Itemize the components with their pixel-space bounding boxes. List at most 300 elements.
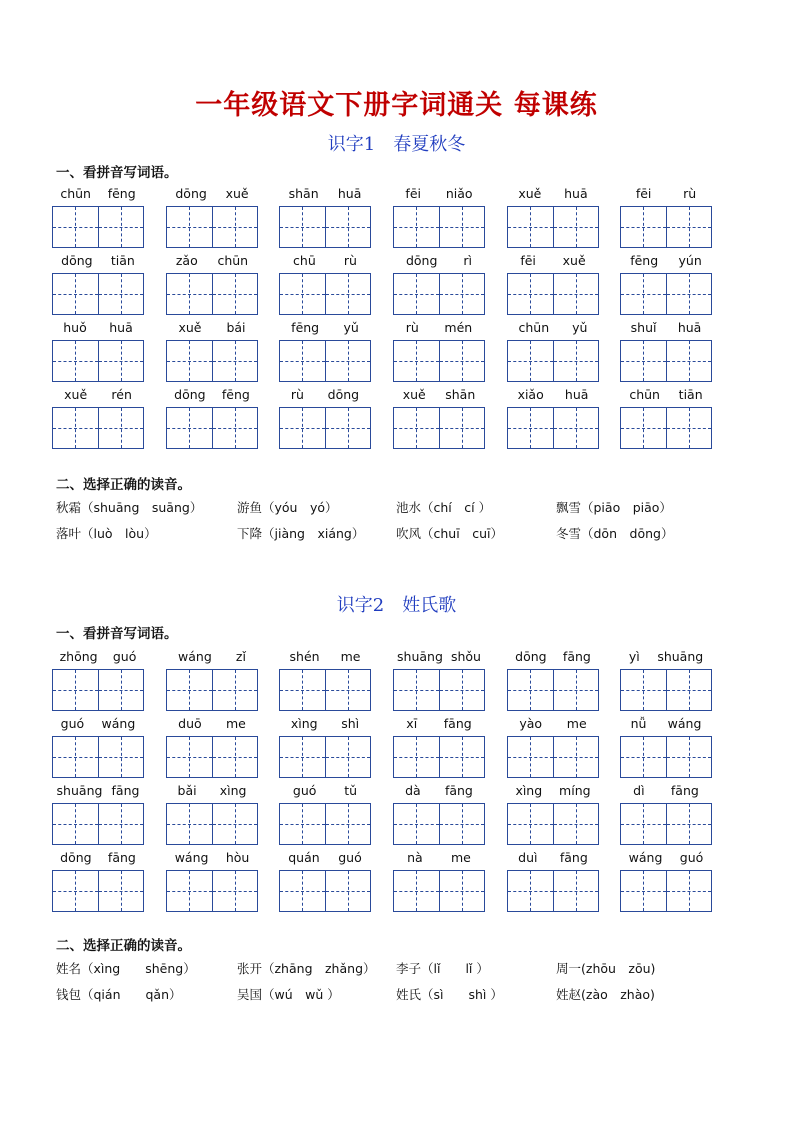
- pinyin-syllable: rù: [343, 252, 357, 268]
- tianzige-writing-boxes[interactable]: [393, 407, 485, 449]
- pinyin-label: [279, 251, 371, 269]
- tianzige-cell[interactable]: [666, 737, 712, 777]
- tianzige-cell[interactable]: [53, 737, 98, 777]
- pinyin-syllable: fāng: [562, 648, 591, 664]
- tianzige-cell[interactable]: [53, 804, 98, 844]
- tianzige-cell[interactable]: [280, 670, 325, 710]
- tianzige-cell[interactable]: [621, 341, 666, 381]
- tianzige-cell[interactable]: [439, 670, 485, 710]
- pinyin-syllable: me: [225, 715, 246, 731]
- pinyin-syllable: me: [450, 849, 471, 865]
- tianzige-cell[interactable]: [167, 804, 212, 844]
- tianzige-writing-boxes[interactable]: [166, 870, 258, 912]
- tianzige-cell[interactable]: [280, 804, 325, 844]
- pinyin-syllable: fēi: [520, 252, 536, 268]
- tianzige-writing-boxes[interactable]: [620, 407, 712, 449]
- tianzige-writing-boxes[interactable]: [279, 736, 371, 778]
- pinyin-syllable: bǎi: [177, 782, 197, 798]
- tianzige-writing-boxes[interactable]: [279, 206, 371, 248]
- tianzige-writing-boxes[interactable]: [52, 803, 144, 845]
- pinyin-syllable: duì: [518, 849, 538, 865]
- tianzige-writing-boxes[interactable]: [52, 206, 144, 248]
- tianzige-cell[interactable]: [621, 670, 666, 710]
- tianzige-writing-boxes[interactable]: [620, 340, 712, 382]
- tianzige-cell[interactable]: [167, 408, 212, 448]
- tianzige-cell[interactable]: [167, 341, 212, 381]
- pinyin-syllable: míng: [559, 782, 591, 798]
- section-heading-write-words: 一、看拼音写词语。: [56, 626, 178, 642]
- pronunciation-choice: 落叶（luò lòu）: [56, 526, 157, 541]
- pinyin-label: [279, 318, 371, 336]
- pinyin-syllable: fēi: [635, 185, 652, 201]
- tianzige-cell[interactable]: [553, 871, 599, 911]
- pinyin-syllable: chūn: [518, 319, 550, 335]
- tianzige-writing-boxes[interactable]: [166, 803, 258, 845]
- tianzige-writing-boxes[interactable]: [166, 340, 258, 382]
- tianzige-cell[interactable]: [53, 274, 98, 314]
- pinyin-label: [279, 848, 371, 866]
- pinyin-syllable: nǚ: [630, 715, 647, 731]
- pinyin-syllable: shuāng: [657, 648, 704, 664]
- pinyin-syllable: wáng: [174, 849, 209, 865]
- tianzige-cell[interactable]: [98, 670, 144, 710]
- tianzige-writing-boxes[interactable]: [507, 669, 599, 711]
- tianzige-writing-boxes[interactable]: [279, 669, 371, 711]
- pinyin-syllable: guó: [679, 849, 704, 865]
- tianzige-writing-boxes[interactable]: [52, 273, 144, 315]
- pinyin-syllable: rù: [405, 319, 419, 335]
- pinyin-label: [393, 781, 485, 799]
- tianzige-writing-boxes[interactable]: [393, 340, 485, 382]
- tianzige-cell[interactable]: [212, 871, 258, 911]
- pinyin-syllable: guó: [292, 782, 317, 798]
- tianzige-writing-boxes[interactable]: [52, 736, 144, 778]
- pinyin-label: [393, 848, 485, 866]
- pinyin-label: [620, 251, 712, 269]
- pinyin-label: [52, 184, 144, 202]
- tianzige-cell[interactable]: [167, 207, 212, 247]
- pinyin-syllable: xìng: [515, 782, 543, 798]
- pinyin-label: [166, 714, 258, 732]
- pinyin-syllable: tiān: [678, 386, 703, 402]
- tianzige-cell[interactable]: [280, 207, 325, 247]
- tianzige-writing-boxes[interactable]: [166, 669, 258, 711]
- pinyin-syllable: fāng: [443, 715, 472, 731]
- worksheet-title: 一年级语文下册字词通关 每课练: [195, 90, 598, 121]
- tianzige-cell[interactable]: [325, 341, 371, 381]
- tianzige-writing-boxes[interactable]: [166, 273, 258, 315]
- tianzige-cell[interactable]: [666, 341, 712, 381]
- pinyin-syllable: shān: [445, 386, 476, 402]
- pinyin-label: [507, 647, 599, 665]
- tianzige-cell[interactable]: [508, 737, 553, 777]
- tianzige-cell[interactable]: [98, 207, 144, 247]
- tianzige-cell[interactable]: [98, 804, 144, 844]
- pinyin-label: [279, 385, 371, 403]
- tianzige-writing-boxes[interactable]: [279, 273, 371, 315]
- pronunciation-choice: 飘雪（piāo piāo）: [556, 500, 672, 515]
- tianzige-cell[interactable]: [212, 207, 258, 247]
- pronunciation-choice: 钱包（qián qǎn）: [56, 987, 182, 1002]
- tianzige-cell[interactable]: [212, 274, 258, 314]
- pinyin-syllable: dōng: [327, 386, 360, 402]
- tianzige-cell[interactable]: [553, 341, 599, 381]
- pinyin-syllable: shuāng: [397, 648, 443, 664]
- tianzige-writing-boxes[interactable]: [393, 273, 485, 315]
- tianzige-cell[interactable]: [325, 207, 371, 247]
- tianzige-writing-boxes[interactable]: [279, 803, 371, 845]
- tianzige-writing-boxes[interactable]: [507, 273, 599, 315]
- tianzige-cell[interactable]: [167, 274, 212, 314]
- tianzige-cell[interactable]: [167, 670, 212, 710]
- pinyin-syllable: chūn: [60, 185, 91, 201]
- pinyin-label: [620, 714, 712, 732]
- pinyin-syllable: xuě: [562, 252, 586, 268]
- tianzige-cell[interactable]: [212, 804, 258, 844]
- pronunciation-choice: 李子（lǐ lǐ ）: [396, 961, 489, 976]
- pinyin-label: [52, 647, 144, 665]
- pronunciation-choice: 周一(zhōu zōu): [556, 961, 656, 976]
- tianzige-cell[interactable]: [553, 408, 599, 448]
- tianzige-cell[interactable]: [508, 871, 553, 911]
- tianzige-writing-boxes[interactable]: [166, 736, 258, 778]
- pinyin-syllable: dōng: [515, 648, 547, 664]
- pinyin-label: [393, 647, 485, 665]
- pinyin-syllable: wáng: [628, 849, 663, 865]
- tianzige-cell[interactable]: [167, 737, 212, 777]
- pinyin-syllable: mén: [444, 319, 473, 335]
- pinyin-syllable: guó: [112, 648, 137, 664]
- pinyin-label: [620, 184, 712, 202]
- tianzige-cell[interactable]: [53, 207, 98, 247]
- tianzige-cell[interactable]: [53, 341, 98, 381]
- tianzige-cell[interactable]: [280, 274, 325, 314]
- tianzige-writing-boxes[interactable]: [620, 273, 712, 315]
- pinyin-syllable: xuě: [402, 386, 426, 402]
- tianzige-writing-boxes[interactable]: [507, 736, 599, 778]
- pinyin-syllable: xuě: [225, 185, 249, 201]
- tianzige-cell[interactable]: [439, 871, 485, 911]
- tianzige-cell[interactable]: [621, 274, 666, 314]
- tianzige-cell[interactable]: [394, 737, 439, 777]
- tianzige-writing-boxes[interactable]: [166, 206, 258, 248]
- tianzige-cell[interactable]: [167, 871, 212, 911]
- pinyin-syllable: xī: [406, 715, 418, 731]
- tianzige-writing-boxes[interactable]: [52, 870, 144, 912]
- pinyin-syllable: chūn: [217, 252, 249, 268]
- tianzige-writing-boxes[interactable]: [620, 669, 712, 711]
- pinyin-syllable: me: [340, 648, 361, 664]
- tianzige-cell[interactable]: [53, 408, 98, 448]
- pinyin-syllable: rù: [683, 185, 697, 201]
- pinyin-syllable: yào: [519, 715, 543, 731]
- pinyin-label: [507, 781, 599, 799]
- pinyin-syllable: rù: [290, 386, 304, 402]
- tianzige-writing-boxes[interactable]: [393, 736, 485, 778]
- tianzige-cell[interactable]: [98, 274, 144, 314]
- tianzige-cell[interactable]: [439, 341, 485, 381]
- section-heading-write-words: 一、看拼音写词语。: [56, 165, 178, 181]
- pronunciation-choice: 游鱼（yóu yó）: [237, 500, 338, 515]
- tianzige-cell[interactable]: [666, 274, 712, 314]
- pinyin-syllable: guó: [338, 849, 362, 865]
- pinyin-label: [620, 318, 712, 336]
- tianzige-cell[interactable]: [325, 871, 371, 911]
- pinyin-label: [393, 385, 485, 403]
- tianzige-cell[interactable]: [439, 274, 485, 314]
- pinyin-syllable: dà: [405, 782, 421, 798]
- pinyin-label: [279, 714, 371, 732]
- pinyin-syllable: me: [566, 715, 587, 731]
- tianzige-cell[interactable]: [280, 737, 325, 777]
- pinyin-syllable: rì: [463, 252, 472, 268]
- pinyin-label: [52, 251, 144, 269]
- pinyin-syllable: xuě: [64, 386, 88, 402]
- pinyin-syllable: chū: [293, 252, 316, 268]
- tianzige-cell[interactable]: [553, 737, 599, 777]
- section-heading-choose-pronunciation: 二、选择正确的读音。: [56, 938, 191, 954]
- tianzige-cell[interactable]: [394, 670, 439, 710]
- tianzige-writing-boxes[interactable]: [393, 803, 485, 845]
- tianzige-writing-boxes[interactable]: [393, 206, 485, 248]
- pronunciation-choice: 张开（zhāng zhǎng）: [237, 961, 376, 976]
- tianzige-cell[interactable]: [394, 804, 439, 844]
- tianzige-cell[interactable]: [98, 408, 144, 448]
- tianzige-cell[interactable]: [212, 408, 258, 448]
- tianzige-cell[interactable]: [98, 871, 144, 911]
- tianzige-writing-boxes[interactable]: [620, 736, 712, 778]
- pinyin-label: [279, 647, 371, 665]
- pinyin-label: [507, 848, 599, 866]
- tianzige-writing-boxes[interactable]: [620, 870, 712, 912]
- pinyin-syllable: fēng: [291, 319, 320, 335]
- tianzige-cell[interactable]: [666, 207, 712, 247]
- pronunciation-choice: 吴国（wú wǔ ）: [237, 987, 340, 1002]
- tianzige-cell[interactable]: [508, 207, 553, 247]
- pinyin-label: [279, 184, 371, 202]
- pinyin-syllable: zǎo: [175, 252, 198, 268]
- tianzige-cell[interactable]: [394, 207, 439, 247]
- tianzige-cell[interactable]: [553, 804, 599, 844]
- pinyin-syllable: hòu: [225, 849, 250, 865]
- pronunciation-choice: 姓赵(zào zhào): [556, 987, 655, 1002]
- tianzige-cell[interactable]: [508, 670, 553, 710]
- pinyin-syllable: xuě: [518, 185, 542, 201]
- tianzige-cell[interactable]: [508, 804, 553, 844]
- pinyin-syllable: fēng: [630, 252, 659, 268]
- pinyin-syllable: chūn: [629, 386, 660, 402]
- pronunciation-choice: 下降（jiàng xiáng）: [237, 526, 365, 541]
- tianzige-cell[interactable]: [394, 871, 439, 911]
- pinyin-syllable: xuě: [178, 319, 202, 335]
- pinyin-syllable: dōng: [61, 252, 93, 268]
- tianzige-cell[interactable]: [53, 670, 98, 710]
- pinyin-label: [393, 318, 485, 336]
- tianzige-cell[interactable]: [439, 207, 485, 247]
- tianzige-writing-boxes[interactable]: [507, 206, 599, 248]
- pinyin-label: [620, 385, 712, 403]
- pinyin-syllable: duō: [178, 715, 202, 731]
- tianzige-cell[interactable]: [621, 737, 666, 777]
- tianzige-cell[interactable]: [508, 408, 553, 448]
- pronunciation-choice: 姓氏（sì shì ）: [396, 987, 503, 1002]
- pinyin-label: [166, 184, 258, 202]
- tianzige-cell[interactable]: [553, 207, 599, 247]
- pinyin-syllable: shān: [288, 185, 319, 201]
- tianzige-cell[interactable]: [553, 670, 599, 710]
- tianzige-cell[interactable]: [508, 341, 553, 381]
- pinyin-syllable: tiān: [110, 252, 135, 268]
- tianzige-cell[interactable]: [666, 670, 712, 710]
- pinyin-syllable: wáng: [101, 715, 136, 731]
- pinyin-syllable: shǒu: [450, 648, 481, 664]
- pronunciation-choice: 冬雪（dōn dōng）: [556, 526, 674, 541]
- pinyin-label: [52, 714, 144, 732]
- pronunciation-choice: 秋霜（shuāng suāng）: [56, 500, 203, 515]
- pinyin-syllable: shì: [341, 715, 360, 731]
- pinyin-syllable: quán: [288, 849, 320, 865]
- pinyin-syllable: dōng: [60, 849, 92, 865]
- pinyin-label: [507, 184, 599, 202]
- tianzige-writing-boxes[interactable]: [279, 407, 371, 449]
- pinyin-syllable: shuǐ: [630, 319, 657, 335]
- tianzige-cell[interactable]: [666, 804, 712, 844]
- pinyin-syllable: yǔ: [343, 319, 359, 335]
- tianzige-cell[interactable]: [325, 737, 371, 777]
- pinyin-syllable: xiǎo: [517, 386, 544, 402]
- tianzige-writing-boxes[interactable]: [507, 870, 599, 912]
- tianzige-cell[interactable]: [394, 274, 439, 314]
- pinyin-syllable: huā: [109, 319, 133, 335]
- tianzige-cell[interactable]: [325, 804, 371, 844]
- tianzige-writing-boxes[interactable]: [507, 340, 599, 382]
- tianzige-cell[interactable]: [394, 408, 439, 448]
- pinyin-syllable: dōng: [405, 252, 438, 268]
- pinyin-syllable: zǐ: [235, 648, 246, 664]
- tianzige-writing-boxes[interactable]: [620, 206, 712, 248]
- pinyin-label: [507, 385, 599, 403]
- pinyin-syllable: fāng: [107, 849, 136, 865]
- tianzige-cell[interactable]: [280, 408, 325, 448]
- tianzige-cell[interactable]: [508, 274, 553, 314]
- pinyin-label: [166, 318, 258, 336]
- tianzige-writing-boxes[interactable]: [52, 407, 144, 449]
- pinyin-syllable: fēng: [107, 185, 136, 201]
- tianzige-cell[interactable]: [53, 871, 98, 911]
- pinyin-label: [393, 251, 485, 269]
- tianzige-cell[interactable]: [621, 408, 666, 448]
- pronunciation-choice: 吹风（chuī cuī）: [396, 526, 503, 541]
- pinyin-label: [507, 714, 599, 732]
- pinyin-label: [507, 251, 599, 269]
- pinyin-syllable: zhōng: [59, 648, 98, 664]
- tianzige-cell[interactable]: [439, 804, 485, 844]
- tianzige-writing-boxes[interactable]: [393, 870, 485, 912]
- tianzige-cell[interactable]: [280, 341, 325, 381]
- pinyin-label: [52, 781, 144, 799]
- tianzige-cell[interactable]: [621, 804, 666, 844]
- tianzige-writing-boxes[interactable]: [620, 803, 712, 845]
- pinyin-label: [52, 385, 144, 403]
- pinyin-label: [166, 647, 258, 665]
- tianzige-cell[interactable]: [280, 871, 325, 911]
- pinyin-syllable: dì: [633, 782, 645, 798]
- tianzige-cell[interactable]: [394, 341, 439, 381]
- tianzige-cell[interactable]: [325, 408, 371, 448]
- pinyin-label: [166, 848, 258, 866]
- section-heading-choose-pronunciation: 二、选择正确的读音。: [56, 477, 191, 493]
- pinyin-label: [393, 184, 485, 202]
- tianzige-cell[interactable]: [666, 871, 712, 911]
- tianzige-writing-boxes[interactable]: [52, 669, 144, 711]
- pinyin-syllable: yún: [678, 252, 702, 268]
- tianzige-writing-boxes[interactable]: [52, 340, 144, 382]
- pinyin-syllable: fāng: [444, 782, 473, 798]
- tianzige-cell[interactable]: [212, 341, 258, 381]
- tianzige-writing-boxes[interactable]: [507, 803, 599, 845]
- pinyin-syllable: fāng: [670, 782, 699, 798]
- lesson-title: 识字2 姓氏歌: [336, 595, 457, 616]
- tianzige-writing-boxes[interactable]: [393, 669, 485, 711]
- pinyin-syllable: huǒ: [63, 319, 87, 335]
- pronunciation-choice: 池水（chí cí ）: [396, 500, 492, 515]
- tianzige-cell[interactable]: [439, 408, 485, 448]
- pinyin-syllable: xìng: [290, 715, 318, 731]
- pinyin-syllable: shuāng: [56, 782, 103, 798]
- pinyin-syllable: shén: [289, 648, 320, 664]
- lesson-title: 识字1 春夏秋冬: [327, 134, 466, 155]
- tianzige-cell[interactable]: [666, 408, 712, 448]
- pinyin-syllable: dōng: [175, 185, 207, 201]
- pinyin-label: [166, 781, 258, 799]
- pinyin-syllable: dōng: [174, 386, 206, 402]
- tianzige-writing-boxes[interactable]: [279, 340, 371, 382]
- pinyin-syllable: huā: [677, 319, 702, 335]
- pinyin-syllable: fāng: [111, 782, 140, 798]
- tianzige-cell[interactable]: [553, 274, 599, 314]
- tianzige-cell[interactable]: [98, 341, 144, 381]
- pinyin-syllable: huā: [337, 185, 362, 201]
- pinyin-label: [52, 848, 144, 866]
- tianzige-cell[interactable]: [621, 207, 666, 247]
- tianzige-writing-boxes[interactable]: [166, 407, 258, 449]
- pinyin-syllable: fēng: [221, 386, 250, 402]
- pinyin-syllable: yǔ: [572, 319, 588, 335]
- pinyin-syllable: yì: [628, 648, 640, 664]
- pinyin-syllable: huā: [564, 185, 588, 201]
- pinyin-syllable: niǎo: [445, 185, 473, 201]
- pinyin-syllable: nà: [407, 849, 423, 865]
- pinyin-label: [620, 647, 712, 665]
- tianzige-writing-boxes[interactable]: [507, 407, 599, 449]
- tianzige-cell[interactable]: [621, 871, 666, 911]
- tianzige-cell[interactable]: [212, 737, 258, 777]
- pronunciation-choice: 姓名（xìng shēng）: [56, 961, 196, 976]
- tianzige-cell[interactable]: [439, 737, 485, 777]
- tianzige-cell[interactable]: [325, 670, 371, 710]
- pinyin-label: [620, 848, 712, 866]
- tianzige-cell[interactable]: [98, 737, 144, 777]
- tianzige-writing-boxes[interactable]: [279, 870, 371, 912]
- pinyin-label: [166, 385, 258, 403]
- pinyin-label: [166, 251, 258, 269]
- pinyin-syllable: wáng: [667, 715, 702, 731]
- pinyin-syllable: tǔ: [344, 782, 358, 798]
- tianzige-cell[interactable]: [325, 274, 371, 314]
- tianzige-cell[interactable]: [212, 670, 258, 710]
- pinyin-syllable: rén: [111, 386, 132, 402]
- pinyin-syllable: bái: [226, 319, 246, 335]
